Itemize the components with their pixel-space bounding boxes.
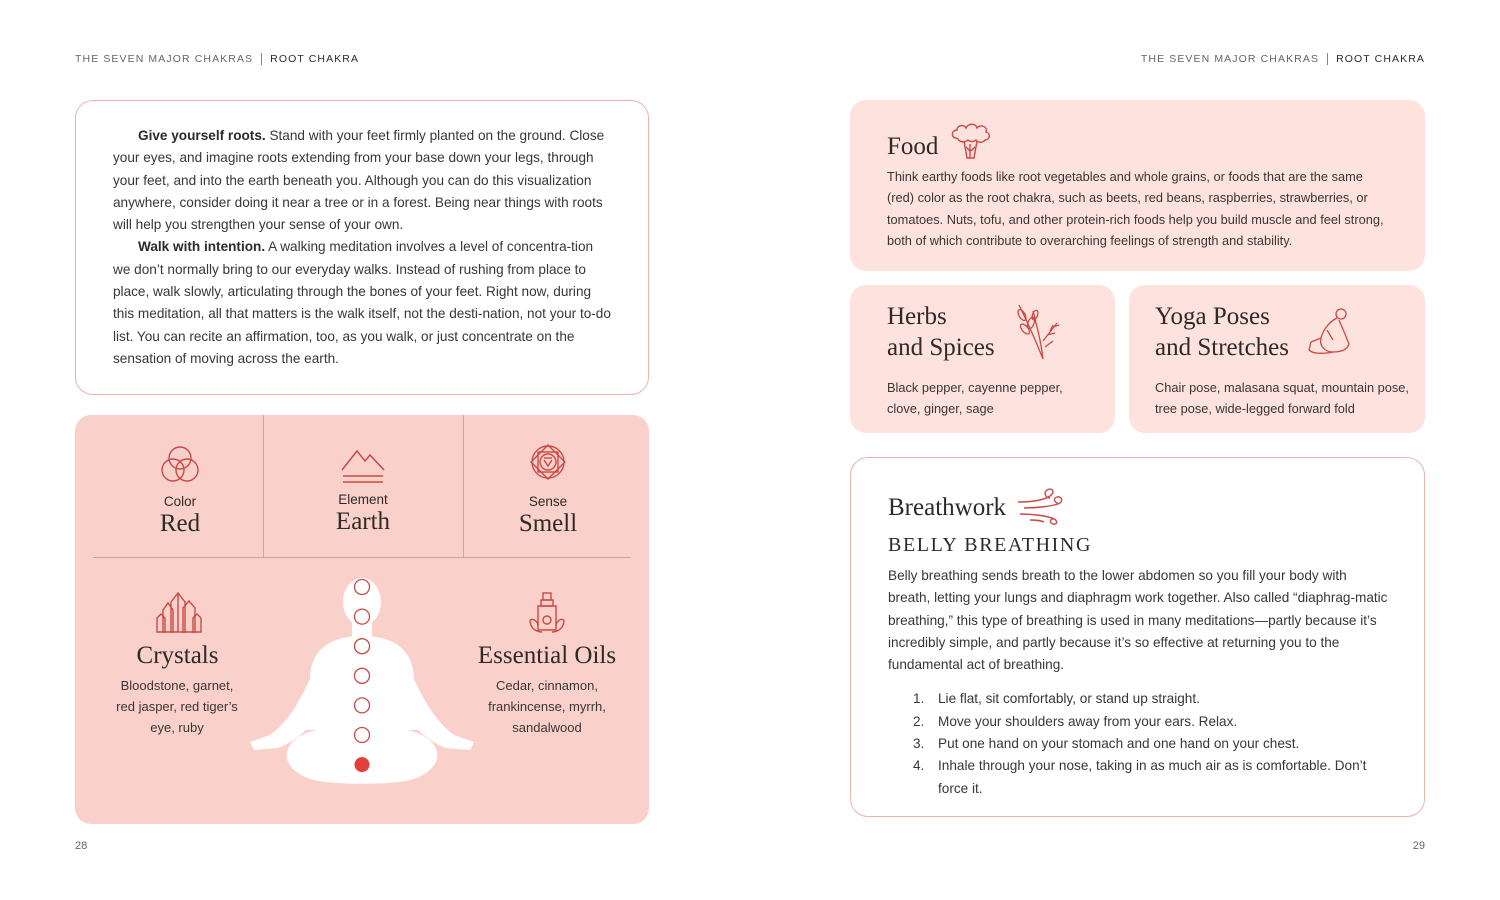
list-item <box>888 711 1388 733</box>
attribute-label: Sense <box>528 494 568 509</box>
yoga-text: Chair pose, malasana squat, mountain pose, tree pose, wide-legged forward fold <box>1155 380 1409 417</box>
list-item <box>888 733 1388 755</box>
essential-oils-title: Essential Oils <box>477 642 617 669</box>
venn-circles-icon <box>158 443 202 487</box>
yoga-title <box>1155 301 1289 363</box>
chakra-dot-root <box>355 757 370 772</box>
food-card <box>850 100 1425 271</box>
running-head-left <box>75 53 359 65</box>
page-number-left: 28 <box>75 840 88 852</box>
paragraph-walk <box>113 236 612 370</box>
attribute-value: Red <box>159 510 201 537</box>
breathwork-text: Belly breathing sends breath to the lower abdomen so you fill your body with breath, letting your lungs and diaphragm work together. Also called “diaphrag-matic breathing,” this type of breathing is used in many meditations—partly because it’s incredibly simple, and partly because it’s so effective at returning you to the fundamental act of breathing. <box>888 568 1388 673</box>
divider <box>1327 53 1328 65</box>
step-number: 3. <box>913 736 925 752</box>
body-roots: Stand with your feet firmly planted on the ground. Close your eyes, and imagine roots extending from your base down your legs, through your feet, and into the earth beneath you. Although you can do this visualization anywhere, consider doing it near a tree or in a forest. Being near things with roots will help you strengthen your sense of your own. <box>113 128 605 233</box>
essential-oils-text: Cedar, cinnamon, frankincense, myrrh, sandalwood <box>488 678 606 735</box>
food-header <box>887 122 1389 162</box>
breathwork-box <box>850 457 1425 817</box>
lead-roots: Give yourself roots. <box>138 128 266 143</box>
crystals-title: Crystals <box>136 642 219 669</box>
yoga-pose-icon <box>1305 306 1353 358</box>
broccoli-icon <box>948 122 992 162</box>
food-text: Think earthy foods like root vegetables and whole grains, or foods that are the same (red) color as the root chakra, such as beets, red beans, raspberries, strawberries, or tomatoes. Nuts, tofu, and other protein-rich foods help you build muscle and feel strong, both of which contribute to overarching feelings of strength and stability. <box>887 169 1384 248</box>
divider <box>93 557 631 558</box>
yoga-title-line2: and Stretches <box>1155 334 1289 361</box>
breathwork-steps <box>888 688 1388 799</box>
attribute-color <box>75 443 285 539</box>
chakra-dot <box>355 698 370 713</box>
herbs-card <box>850 285 1115 433</box>
yoga-title-line1: Yoga Poses <box>1155 303 1270 330</box>
chakra-dot <box>355 639 370 654</box>
mountains-icon <box>339 445 387 485</box>
food-title: Food <box>887 132 939 160</box>
wind-swirl-icon <box>1016 488 1064 526</box>
step-number: 4. <box>913 758 925 774</box>
chakra-dot <box>355 728 370 743</box>
attribute-value: Smell <box>518 510 578 537</box>
meditating-figure-icon <box>230 570 494 805</box>
list-item <box>888 688 1388 710</box>
chakra-dot <box>355 609 370 624</box>
list-item <box>888 755 1388 800</box>
chakra-attributes-panel <box>75 415 649 824</box>
breathwork-header <box>888 488 1388 526</box>
running-head-section: THE SEVEN MAJOR CHAKRAS <box>75 53 254 65</box>
herb-sprig-icon <box>1013 301 1063 363</box>
breathwork-title: Breathwork <box>888 493 1007 521</box>
attribute-value: Earth <box>335 508 391 535</box>
running-head-section: THE SEVEN MAJOR CHAKRAS <box>1140 53 1320 65</box>
step-text: Put one hand on your stomach and one hand on your chest. <box>938 736 1300 752</box>
breathwork-subtitle: BELLY BREATHING <box>888 534 1093 556</box>
step-text: Move your shoulders away from your ears. Relax. <box>938 713 1238 729</box>
paragraph-roots <box>113 125 612 236</box>
chakra-dot <box>355 580 370 595</box>
attribute-sense <box>463 437 633 539</box>
crystals-icon <box>153 590 203 636</box>
herbs-title <box>887 301 995 363</box>
running-head-chapter: ROOT CHAKRA <box>270 53 360 65</box>
herbs-header <box>887 301 1095 363</box>
page-number-right: 29 <box>1412 840 1425 852</box>
yoga-card <box>1129 285 1425 433</box>
step-number: 1. <box>913 691 925 707</box>
attribute-element <box>263 445 463 537</box>
herbs-title-line1: Herbs <box>887 303 947 330</box>
yoga-header <box>1155 301 1409 363</box>
root-chakra-symbol-icon <box>523 437 573 487</box>
divider <box>261 53 262 65</box>
herbs-title-line2: and Spices <box>887 334 995 361</box>
attribute-label: Color <box>163 494 197 509</box>
step-number: 2. <box>913 713 925 729</box>
lead-walk: Walk with intention. <box>138 239 266 255</box>
step-text: Inhale through your nose, taking in as much air as is comfortable. Don’t force it. <box>938 758 1367 796</box>
intro-text-box <box>75 100 649 395</box>
chakra-dot <box>355 668 370 683</box>
running-head-right <box>1141 53 1425 65</box>
crystals-text: Bloodstone, garnet, red jasper, red tiger’s eye, ruby <box>116 678 238 735</box>
attribute-label: Element <box>338 492 388 507</box>
body-walk: A walking meditation involves a level of concentra-tion we don’t normally bring to our everyday walks. Instead of rushing from place to place, walk slowly, articulating through the bones of your feet. Right now, during this meditation, all that matters is the walk itself, not the desti-nation, not your to-do list. You can recite an affirmation, too, as you walk, or just concentrate on the sensation of moving across the earth. <box>113 239 611 366</box>
step-text: Lie flat, sit comfortably, or stand up straight. <box>938 691 1200 707</box>
oil-bottle-icon <box>524 590 570 636</box>
running-head-chapter: ROOT CHAKRA <box>1336 53 1425 65</box>
herbs-text: Black pepper, cayenne pepper, clove, ginger, sage <box>887 380 1063 417</box>
